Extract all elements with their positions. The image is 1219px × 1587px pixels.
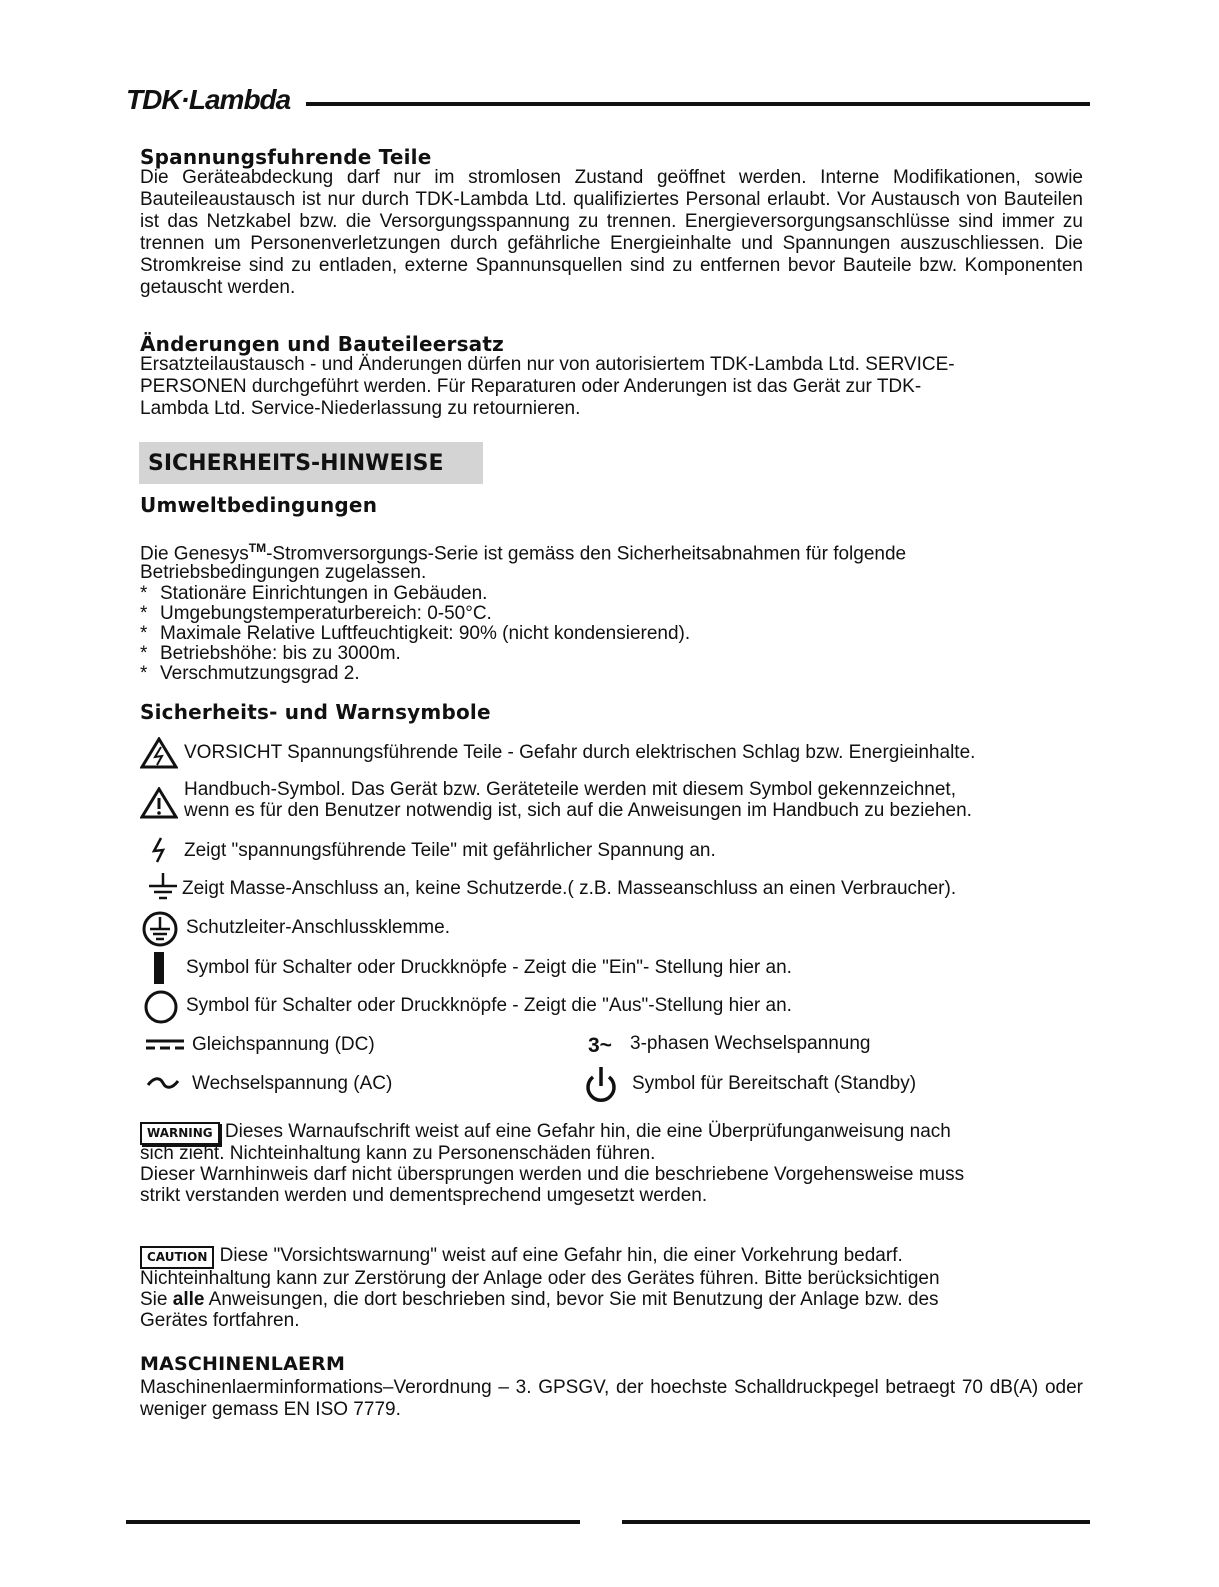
list-item: * Umgebungstemperaturbereich: 0-50°C. xyxy=(140,603,492,624)
power-off-icon xyxy=(143,989,179,1025)
changes-body xyxy=(140,354,1083,420)
environment-list xyxy=(140,584,690,684)
warning-badge: WARNING xyxy=(140,1122,220,1145)
footer-rule-left xyxy=(126,1520,580,1524)
symbol-on-text: Symbol für Schalter oder Druckknöpfe - Zeigt die "Ein"- Stellung hier an. xyxy=(186,957,792,978)
symbol-three-phase-text: 3-phasen Wechselspannung xyxy=(630,1033,871,1054)
symbol-shock-text: VORSICHT Spannungsführende Teile - Gefahr durch elektrischen Schlag bzw. Energieinhalte. xyxy=(184,742,976,763)
caution-line-2: Nichteinhaltung kann zur Zerstörung der Anlage oder des Gerätes führen. Bitte berücksichtigen xyxy=(140,1268,940,1289)
list-item: * Verschmutzungsgrad 2. xyxy=(140,663,360,684)
changes-title: Änderungen und Bauteileersatz xyxy=(140,332,504,356)
dc-icon xyxy=(146,1038,184,1052)
header-rule xyxy=(306,102,1090,106)
environment-intro-a: Die Genesys xyxy=(140,543,249,565)
symbol-ac-text: Wechselspannung (AC) xyxy=(192,1073,393,1094)
protective-earth-icon xyxy=(141,910,179,948)
symbols-title: Sicherheits- und Warnsymbole xyxy=(140,700,491,724)
shock-warning-icon xyxy=(140,737,178,769)
noise-body: Maschinenlaerminformations–Verordnung – 3. GPSGV, der hoechste Schalldruckpegel betraegt 70 dB(A) oder weniger gemass EN ISO 7779. xyxy=(140,1377,1083,1420)
caution-line-4: Gerätes fortfahren. xyxy=(140,1310,300,1331)
lightning-icon xyxy=(150,836,168,864)
warning-block xyxy=(140,1121,1083,1206)
manual-line-1: Handbuch-Symbol. Das Gerät bzw. Geräteteile werden mit diesem Symbol gekennzeichnet, xyxy=(184,779,956,800)
symbol-off-text: Symbol für Schalter oder Druckknöpfe - Zeigt die "Aus"-Stellung hier an. xyxy=(186,995,792,1016)
live-parts-title: Spannungsfuhrende Teile xyxy=(140,145,432,169)
warning-line-2: sich zieht. Nichteinhaltung kann zu Personenschäden führen. xyxy=(140,1143,656,1164)
environment-title: Umweltbedingungen xyxy=(140,493,378,517)
symbol-standby-text: Symbol für Bereitschaft (Standby) xyxy=(632,1073,917,1094)
symbol-ground-text: Zeigt Masse-Anschluss an, keine Schutzerde.( z.B. Masseanschluss an einen Verbraucher). xyxy=(182,878,957,899)
trademark-mark: TM xyxy=(248,541,267,555)
live-parts-body: Die Geräteabdeckung darf nur im stromlosen Zustand geöffnet werden. Interne Modifikationen, sowie Bauteileaustausch ist nur durch TDK-Lambda Ltd. qualifiziertes Personal erlaubt. Vor Austausch von Bauteilen ist das Netzkabel bzw. die Versorgungsspannung zu trennen. Energieversorgungsanschlüsse sind immer zu trennen um Personenverletzungen durch gefährliche Energieinhalte und Spannungen auszuschliessen. Die Stromkreise sind zu entladen, externe Spannunsquellen sind zu entfernen bevor Bauteile bzw. Komponenten getauscht werden. xyxy=(140,167,1083,298)
noise-title: MASCHINENLAERM xyxy=(140,1353,346,1375)
warning-line-4: strikt verstanden werden und dementsprechend umgesetzt werden. xyxy=(140,1185,708,1206)
list-item: * Betriebshöhe: bis zu 3000m. xyxy=(140,643,401,664)
changes-line-1: Ersatzteilaustausch - und Änderungen dürfen nur von autorisiertem TDK-Lambda Ltd. SERVICE- xyxy=(140,354,955,375)
environment-intro xyxy=(140,537,1083,584)
ground-icon xyxy=(146,871,180,901)
caution-block xyxy=(140,1245,1083,1331)
ac-icon xyxy=(146,1076,180,1090)
three-phase-icon: 3~ xyxy=(588,1034,612,1057)
caution-line-1: Diese "Vorsichtswarnung" weist auf eine Gefahr hin, die einer Vorkehrung bedarf. xyxy=(219,1245,903,1266)
symbol-live-text: Zeigt "spannungsführende Teile" mit gefährlicher Spannung an. xyxy=(184,840,716,861)
caution-line-3: Sie alle Anweisungen, die dort beschrieben sind, bevor Sie mit Benutzung der Anlage bzw. des xyxy=(140,1289,939,1310)
manual-warning-icon xyxy=(140,787,178,819)
list-item: * Maximale Relative Luftfeuchtigkeit: 90% (nicht kondensierend). xyxy=(140,623,691,644)
changes-line-3: Lambda Ltd. Service-Niederlassung zu retournieren. xyxy=(140,398,581,419)
manual-line-2: wenn es für den Benutzer notwendig ist, sich auf die Anweisungen im Handbuch zu beziehen. xyxy=(184,800,972,821)
symbol-dc-text: Gleichspannung (DC) xyxy=(192,1034,375,1055)
environment-intro-c: Betriebsbedingungen zugelassen. xyxy=(140,562,427,584)
caution-badge: CAUTION xyxy=(140,1246,214,1269)
symbol-pe-text: Schutzleiter-Anschlussklemme. xyxy=(186,917,450,938)
tdk-lambda-logo: TDK·Lambda xyxy=(126,84,291,115)
symbol-manual-text xyxy=(184,779,972,821)
power-on-icon xyxy=(152,951,166,985)
standby-icon xyxy=(582,1064,620,1104)
warning-line-3: Dieser Warnhinweis darf nicht übersprungen werden und die beschriebene Vorgehensweise muss xyxy=(140,1164,965,1185)
safety-heading: SICHERHEITS-HINWEISE xyxy=(148,451,444,476)
environment-intro-b: -Stromversorgungs-Serie ist gemäss den Sicherheitsabnahmen für folgende xyxy=(266,543,907,565)
changes-line-2: PERSONEN durchgeführt werden. Für Reparaturen oder Anderungen ist das Gerät zur TDK- xyxy=(140,376,922,397)
footer-rule-right xyxy=(622,1520,1090,1524)
safety-heading-box xyxy=(139,442,483,484)
warning-line-1: Dieses Warnaufschrift weist auf eine Gefahr hin, die eine Überprüfunganweisung nach xyxy=(224,1121,951,1142)
list-item: * Stationäre Einrichtungen in Gebäuden. xyxy=(140,583,488,604)
